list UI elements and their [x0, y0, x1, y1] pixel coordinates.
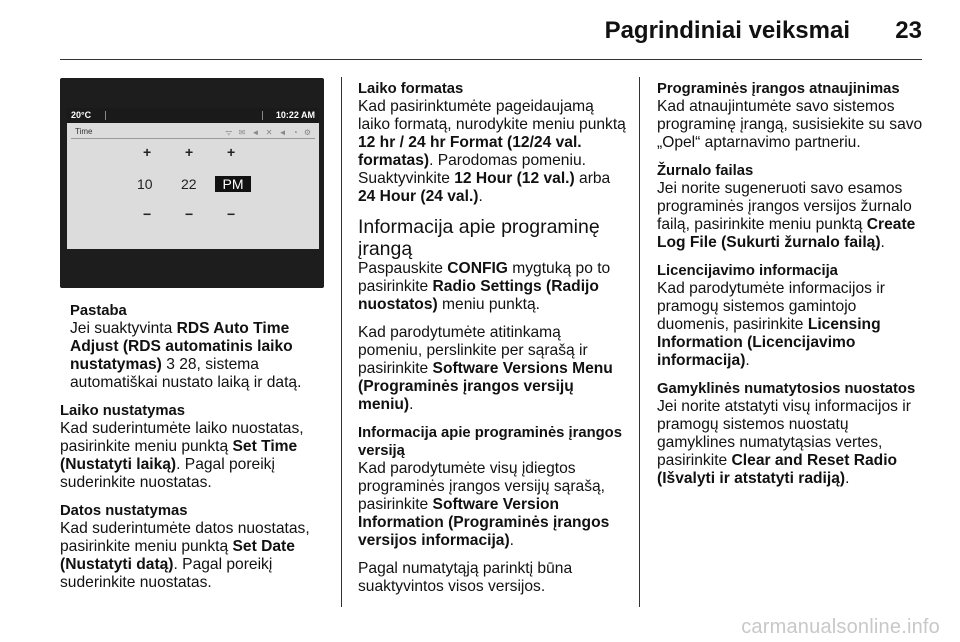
- menu-reference: Set Time (Nustatyti laiką): [60, 438, 298, 473]
- text-run: . Pagal poreikį suderinkite nuostatas.: [60, 556, 273, 591]
- menu-reference: Set Date (Nustatyti datą): [60, 538, 295, 573]
- screen-title: Time: [75, 127, 93, 136]
- text-run: .: [509, 532, 515, 549]
- text-run: meniu punktą.: [437, 296, 540, 313]
- menu-reference: Radio Settings (Radijo nuostatos): [358, 278, 599, 313]
- menu-reference: Software Versions Menu (Programinės įrangos versijų meniu): [358, 360, 613, 413]
- ampm-increase-button[interactable]: +: [227, 144, 236, 160]
- text-run: Kad suderintumėte datos nuostatas, pasirinkite meniu punktą: [60, 520, 310, 555]
- section-title: Licencijavimo informacija: [657, 263, 838, 279]
- text-run: mygtuką po to pasirinkite: [358, 260, 611, 295]
- hour-increase-button[interactable]: +: [143, 144, 152, 160]
- paragraph: [358, 260, 626, 314]
- screen-divider: [71, 138, 315, 139]
- menu-reference: RDS Auto Time Adjust (RDS automatinis laiko nustatymas): [70, 320, 293, 373]
- menu-reference: 12 Hour (12 val.): [454, 170, 575, 187]
- text-run: Kad parodytumėte atitinkamą pomeniu, perslinkite per sąrašą ir pasirinkite: [358, 324, 588, 377]
- section-title: Datos nustatymas: [60, 503, 188, 519]
- text-run: Kad parodytumėte visų įdiegtos programinės įrangos versijų sąrašą, pasirinkite: [358, 460, 606, 513]
- time-settings-screen: [67, 108, 319, 249]
- paragraph: Pagal numatytąją parinktį būna suaktyvintos visos versijos.: [358, 560, 573, 595]
- button-reference: CONFIG: [447, 260, 508, 277]
- text-run: arba: [574, 170, 611, 187]
- header-divider: [60, 59, 922, 60]
- text-run: Kad suderintumėte laiko nuostatas, pasirinkite meniu punktą: [60, 420, 304, 455]
- column-2: [358, 80, 626, 606]
- section-title: Žurnalo failas: [657, 163, 754, 179]
- note-text: [70, 320, 328, 392]
- text-run: Paspauskite: [358, 260, 448, 277]
- hour-value: 10: [137, 176, 153, 192]
- menu-reference: Create Log File (Sukurti žurnalo failą): [657, 216, 916, 251]
- text-run: Jei suaktyvinta: [70, 320, 177, 337]
- menu-reference: Licensing Information (Licencijavimo informacija): [657, 316, 881, 369]
- text-run: . Pagal poreikį suderinkite nuostatas.: [60, 456, 275, 491]
- section-title: Laiko formatas: [358, 81, 464, 97]
- paragraph: [60, 420, 328, 492]
- menu-reference: Software Version Information (Programinės įrangos versijos informacija): [358, 496, 610, 549]
- menu-reference: 24 Hour (24 val.): [358, 188, 479, 205]
- section-heading: Informacija apie programinę įrangą: [358, 216, 600, 260]
- paragraph: [657, 398, 925, 488]
- paragraph: [358, 324, 626, 414]
- paragraph: [358, 98, 626, 206]
- minute-increase-button[interactable]: +: [185, 144, 194, 160]
- section-title: Laiko nustatymas: [60, 403, 185, 419]
- text-run: 3 28, sistema automatiškai nustato laiką ir datą.: [70, 356, 302, 391]
- note-box: [60, 302, 328, 392]
- column-divider: [341, 77, 342, 607]
- column-divider: [639, 77, 640, 607]
- section-title: Programinės įrangos atnaujinimas: [657, 81, 900, 97]
- status-bar-divider: [105, 111, 106, 120]
- column-3: [657, 80, 925, 498]
- hour-decrease-button[interactable]: −: [143, 206, 152, 222]
- ampm-decrease-button[interactable]: −: [227, 206, 236, 222]
- note-title: Pastaba: [70, 303, 127, 319]
- watermark: carmanualsonline.info: [741, 616, 940, 638]
- text-run: Jei norite sugeneruoti savo esamos programinės įrangos versijos žurnalo failą, pasirinkite meniu punktą: [657, 180, 912, 233]
- text-run: Kad parodytumėte informacijos ir pramogų sistemos gamintojo duomenis, pasirinkite: [657, 280, 885, 333]
- text-run: .: [880, 234, 885, 251]
- minute-value: 22: [181, 176, 197, 192]
- section-title: Informacija apie programinės įrangos versiją: [358, 425, 622, 459]
- menu-reference: 12 hr / 24 hr Format (12/24 val. formatas): [358, 134, 582, 169]
- paragraph: [657, 280, 925, 370]
- text-run: Kad pasirinktumėte pageidaujamą laiko formatą, nurodykite meniu punktą: [358, 98, 626, 133]
- page-header-title: Pagrindiniai veiksmai: [604, 17, 850, 44]
- paragraph: [358, 460, 626, 550]
- column-1: [60, 302, 328, 602]
- screen-clock: 10:22 AM: [275, 110, 315, 120]
- paragraph: Kad atnaujintumėte savo sistemos programinę įrangą, susisiekite su savo „Opel“ aptarnavimo partneriu.: [657, 98, 923, 151]
- section-title: Gamyklinės numatytosios nuostatos: [657, 381, 916, 397]
- text-run: .: [409, 396, 414, 413]
- screen-temperature: 20°C: [71, 110, 92, 120]
- text-run: .: [478, 188, 483, 205]
- text-run: Jei norite atstatyti visų informacijos ir pramogų sistemos nuostatų gamyklines numatytąsias vertes, pasirinkite: [657, 398, 911, 469]
- paragraph: [657, 180, 925, 252]
- text-run: .: [745, 352, 750, 369]
- status-bar-divider: [262, 111, 263, 120]
- screen-status-icons: ᯤ ✉ ◄ ✕ ◄ ◔ ⚙: [225, 128, 313, 137]
- text-run: . Parodomas pomeniu. Suaktyvinkite: [358, 152, 586, 187]
- minute-decrease-button[interactable]: −: [185, 206, 194, 222]
- text-run: .: [845, 470, 850, 487]
- page-number: 23: [895, 17, 922, 44]
- screen-status-bar: [67, 108, 319, 123]
- paragraph: [60, 520, 328, 592]
- menu-reference: Clear and Reset Radio (Išvalyti ir atstatyti radiją): [657, 452, 898, 487]
- ampm-value: PM: [215, 176, 251, 192]
